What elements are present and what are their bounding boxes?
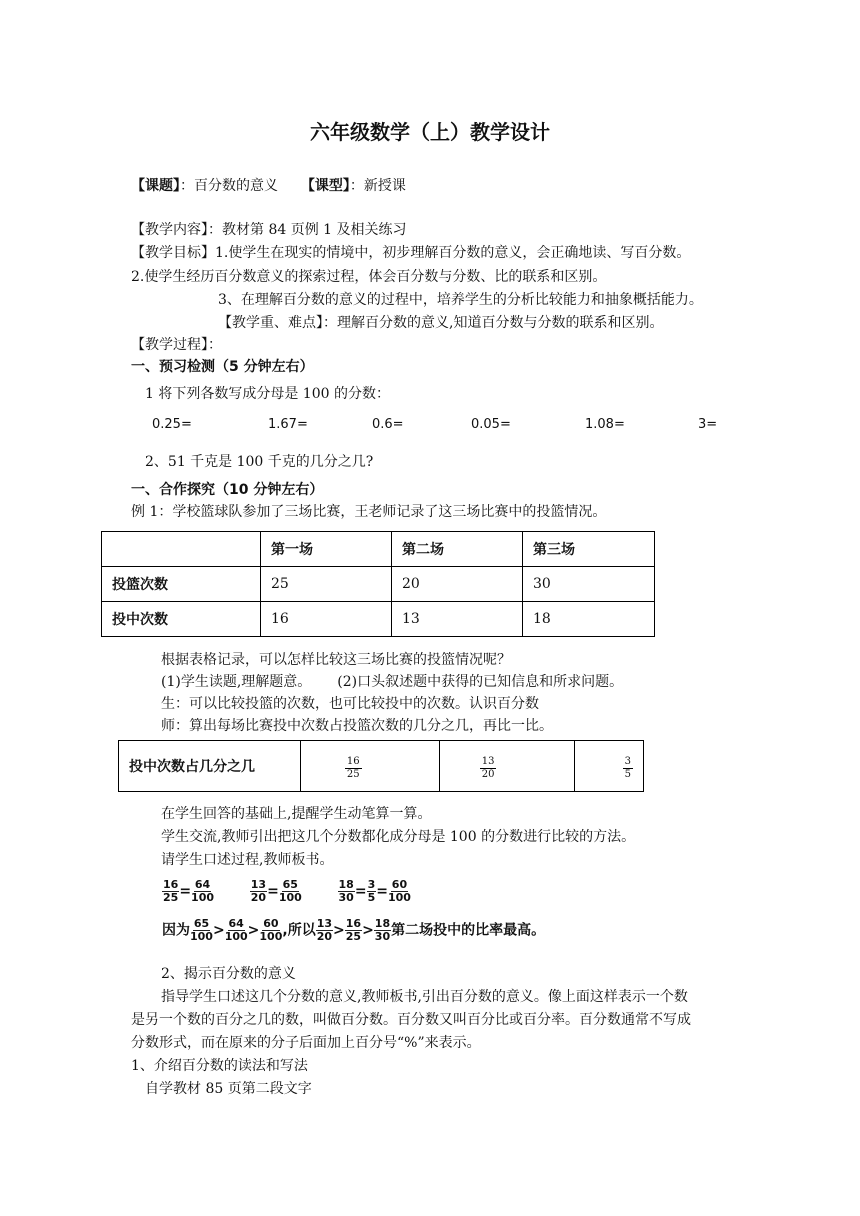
- step-1: (1)学生读题,理解题意。: [161, 674, 312, 690]
- fraction: [162, 879, 179, 904]
- table-cell: [300, 741, 439, 792]
- q1-item: 1.67=: [268, 417, 308, 432]
- table-cell: 投中次数占几分之几: [119, 741, 301, 792]
- denominator: 100: [191, 891, 215, 904]
- fraction: [190, 918, 213, 943]
- table-cell: [102, 532, 261, 567]
- para-board: 请学生口述过程,教师板书。: [161, 852, 334, 868]
- board-conclusion: 因为 $\frac{65}{100}$ > $\frac{64}{100}$ > $\frac{60}{100}$ ,所以 $\frac{13}{20}$ > $\frac{16}{25}$ > $\frac{18}{30}$ 第二场投中的比率最高。: [162, 917, 546, 943]
- para-meaning-1: 指导学生口述这几个分数的意义,教师板书,引出百分数的意义。像上面这样表示一个数: [161, 989, 688, 1005]
- type-value: ：新授课: [349, 178, 406, 194]
- fraction: [388, 879, 411, 904]
- q1-item: 3=: [698, 417, 718, 432]
- para-exchange: 学生交流,教师引出把这几个分数都化成分母是 100 的分数进行比较的方法。: [161, 829, 636, 845]
- example-1: 例 1：学校篮球队参加了三场比赛，王老师记录了这三场比赛中的投篮情况。: [131, 504, 607, 520]
- numerator: 60: [263, 917, 279, 930]
- fraction: [225, 918, 248, 943]
- para-student: 生：可以比较投篮的次数，也可比较投中的次数。认识百分数: [161, 696, 539, 712]
- fraction-table: [118, 740, 644, 792]
- fraction: [345, 756, 362, 781]
- table-cell: 投篮次数: [102, 567, 261, 602]
- numerator: 13: [250, 878, 267, 891]
- fraction: [316, 918, 333, 943]
- denominator: 25: [345, 930, 362, 943]
- section-meaning: 2、揭示百分数的意义: [161, 966, 296, 982]
- board-equations: $\frac{16}{25}$ = $\frac{64}{100}$ $\frac{13}{20}$ = $\frac{65}{100}$ $\frac{18}{30}$ = $\frac{3}{5}$ = $\frac{60}{100}$: [163, 878, 411, 904]
- table-cell: [574, 741, 643, 792]
- denominator: 100: [278, 891, 302, 904]
- numerator: 16: [163, 878, 179, 891]
- content-line: 【教学内容】：教材第 84 页例 1 及相关练习: [131, 222, 407, 238]
- denominator: 20: [250, 891, 267, 904]
- numerator: 60: [391, 878, 408, 891]
- so-text: ,所以: [282, 922, 316, 939]
- topic-value: ：百分数的意义: [180, 178, 278, 194]
- section-reading: 1、介绍百分数的读法和写法: [131, 1058, 308, 1074]
- numerator: 16: [346, 755, 360, 767]
- table-cell: 18: [523, 602, 655, 637]
- table-row: [102, 567, 655, 602]
- fraction: [338, 879, 355, 904]
- denominator: 100: [224, 930, 248, 943]
- numerator: 64: [194, 878, 211, 891]
- because-text: 因为: [162, 922, 190, 939]
- numerator: 3: [367, 878, 376, 891]
- q1-item: 0.25=: [152, 417, 192, 432]
- table-row: [102, 532, 655, 567]
- numerator: 13: [316, 917, 333, 930]
- table-header: 第三场: [523, 532, 655, 567]
- denominator: 25: [163, 891, 179, 904]
- denominator: 20: [481, 768, 495, 780]
- process-line: 【教学过程】：: [131, 337, 222, 353]
- table-header: 第一场: [261, 532, 392, 567]
- q1-item: 1.08=: [585, 417, 625, 432]
- numerator: 18: [374, 917, 391, 930]
- table-cell: 25: [261, 567, 392, 602]
- para-meaning-2: 是另一个数的百分之几的数，叫做百分数。百分数又叫百分比或百分率。百分数通常不写成: [131, 1012, 691, 1028]
- key-line: 【教学重、难点】：理解百分数的意义,知道百分数与分数的联系和区别。: [218, 315, 664, 331]
- table-cell: 20: [392, 567, 523, 602]
- table-cell: 16: [261, 602, 392, 637]
- fraction: [259, 918, 282, 943]
- para-compare: 根据表格记录，可以怎样比较这三场比赛的投篮情况呢？: [161, 652, 511, 668]
- fraction: [279, 879, 302, 904]
- denominator: 20: [316, 930, 333, 943]
- denominator: 100: [259, 930, 283, 943]
- numerator: 16: [345, 917, 362, 930]
- fraction: [374, 918, 391, 943]
- numerator: 13: [481, 755, 495, 767]
- q1-item: 0.6=: [372, 417, 404, 432]
- numerator: 64: [228, 917, 244, 930]
- shots-table: [101, 531, 655, 637]
- goal-line-2: 2.使学生经历百分数意义的探索过程，体会百分数与分数、比的联系和区别。: [131, 269, 607, 285]
- fraction: [250, 879, 267, 904]
- section-preview: 一、预习检测（5 分钟左右）: [131, 359, 314, 375]
- numerator: 3: [624, 755, 631, 767]
- para-read: [161, 671, 623, 691]
- conclusion-text: 第二场投中的比率最高。: [391, 922, 546, 939]
- table-cell: 13: [392, 602, 523, 637]
- numerator: 65: [193, 917, 210, 930]
- table-cell: [439, 741, 574, 792]
- q1-item: 0.05=: [471, 417, 511, 432]
- numerator: 18: [338, 878, 354, 891]
- question-2: 2、51 千克是 100 千克的几分之几?: [145, 454, 374, 470]
- table-cell: 投中次数: [102, 602, 261, 637]
- type-label: 【课型】: [300, 178, 350, 194]
- denominator: 30: [374, 930, 391, 943]
- para-selfstudy: 自学教材 85 页第二段文字: [145, 1081, 312, 1097]
- goal-line-3: 3、在理解百分数的意义的过程中，培养学生的分析比较能力和抽象概括能力。: [218, 292, 703, 308]
- question-1: 1 将下列各数写成分母是 100 的分数：: [145, 386, 390, 402]
- fraction: [367, 879, 377, 904]
- para-remind: 在学生回答的基础上,提醒学生动笔算一算。: [161, 806, 432, 822]
- numerator: 65: [282, 878, 298, 891]
- denominator: 5: [624, 768, 631, 780]
- denominator: 5: [367, 891, 376, 904]
- denominator: 25: [346, 768, 360, 780]
- denominator: 100: [387, 891, 411, 904]
- section-explore: 一、合作探究（10 分钟左右）: [131, 482, 324, 498]
- table-cell: 30: [523, 567, 655, 602]
- fraction: [345, 918, 362, 943]
- para-meaning-3: 分数形式，而在原来的分子后面加上百分号“%”来表示。: [131, 1035, 481, 1051]
- fraction: [623, 756, 633, 781]
- fraction: [480, 756, 497, 781]
- topic-label: 【课题】: [131, 178, 180, 194]
- fraction: [191, 879, 214, 904]
- step-2: (2)口头叙述题中获得的已知信息和所求问题。: [337, 674, 624, 690]
- denominator: 100: [190, 930, 213, 943]
- para-teacher: 师：算出每场比赛投中次数占投篮次数的几分之几，再比一比。: [161, 718, 553, 734]
- goal-line-1: 【教学目标】1.使学生在现实的情境中，初步理解百分数的意义，会正确地读、写百分数。: [131, 245, 691, 261]
- topic-line: [131, 175, 406, 195]
- table-row: [119, 741, 644, 792]
- page-title: 六年级数学（上）教学设计: [310, 120, 550, 144]
- denominator: 30: [338, 891, 354, 904]
- table-header: 第二场: [392, 532, 523, 567]
- table-row: [102, 602, 655, 637]
